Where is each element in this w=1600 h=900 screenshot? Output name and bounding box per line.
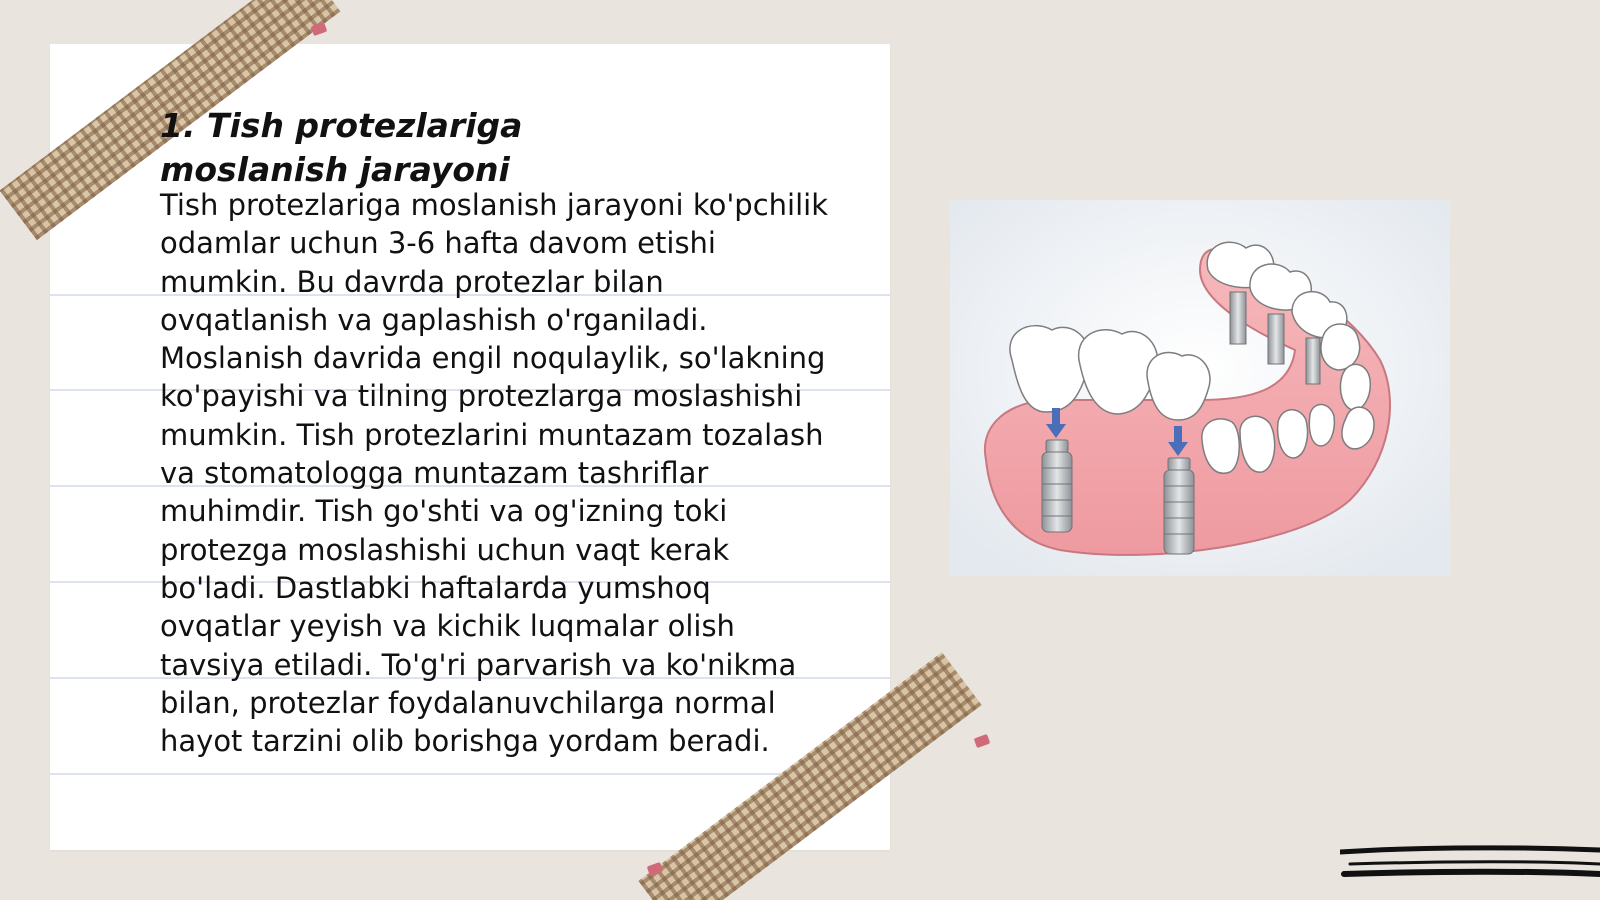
dental-implant-bridge-illustration xyxy=(950,200,1450,576)
ruled-line xyxy=(50,773,890,775)
tape-end-marker xyxy=(974,734,991,748)
slide-title: 1. Tish protezlariga moslanish jarayoni xyxy=(160,106,523,189)
brush-stroke-lines xyxy=(1340,844,1600,894)
slide-body-text: Tish protezlariga moslanish jarayoni ko'pchilik odamlar uchun 3-6 hafta davom etishi mumkin. Bu davrda protezlar bilan ovqatlanish va gaplashish o'rganiladi. Moslanish davrida engil noqulaylik, so'lakning ko'payishi va tilning protezlarga moslashishi mumkin. Tish protezlarini muntazam tozalash va stomatologga muntazam tashriflar muhimdir. Tish go'shti va og'izning toki protezga moslashishi uchun vaqt kerak bo'ladi. Dastlabki haftalarda yumshoq ovqatlar yeyish va kichik luqmalar olish tavsiya etiladi. To'g'ri parvarish va ko'nikma bilan, protezlar foydalanuvchilarga normal hayot tarzini olib borishga yordam beradi. xyxy=(160,188,828,759)
